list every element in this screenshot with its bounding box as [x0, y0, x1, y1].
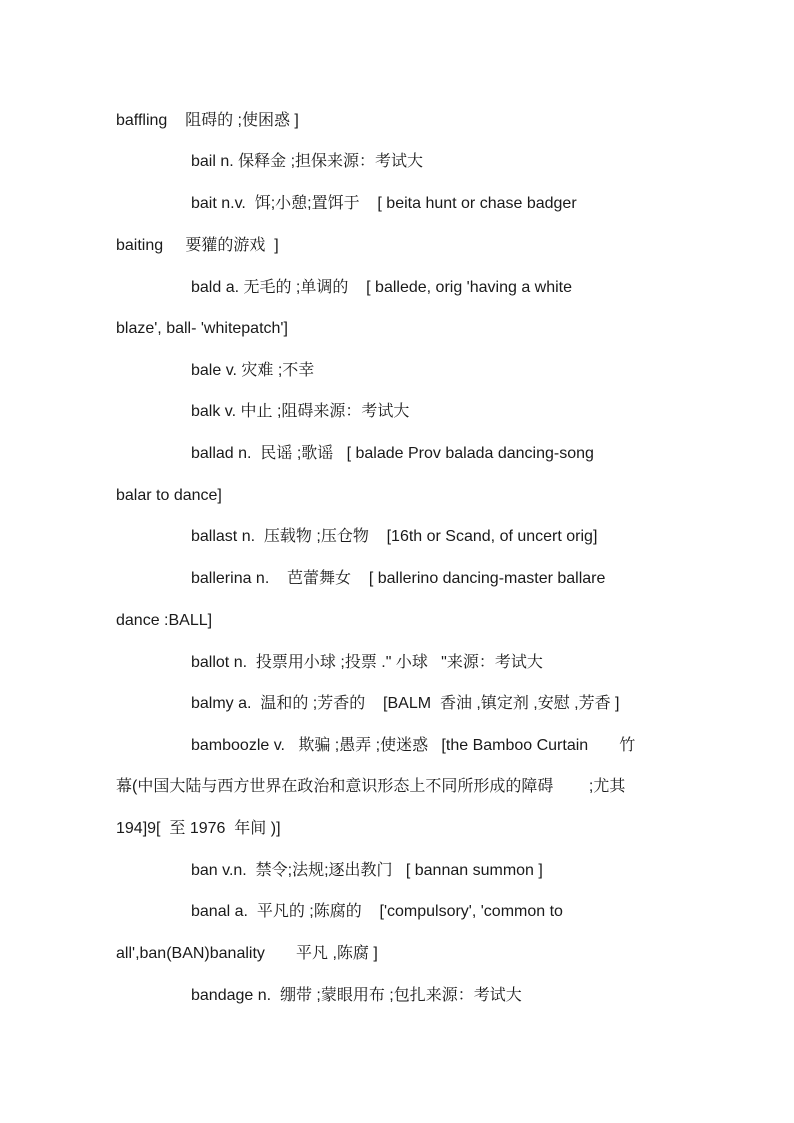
- entry-ballot: ballot n. 投票用小球 ;投票 ." 小球 "来源：考试大: [191, 654, 543, 671]
- entry-balk: balk v. 中止 ;阻碍来源：考试大: [191, 403, 410, 420]
- entry-ballerina-continued: dance :BALL]: [116, 612, 213, 629]
- entry-banal: banal a. 平凡的 ;陈腐的 ['compulsory', 'common to: [191, 903, 563, 920]
- entry-ballad-continued: balar to dance]: [116, 487, 222, 504]
- entry-bamboozle-continued-2: 194]9[ 至 1976 年间 )]: [116, 820, 281, 837]
- entry-bail: bail n. 保释金 ;担保来源：考试大: [191, 153, 424, 170]
- entry-balmy: balmy a. 温和的 ;芳香的 [BALM 香油 ,镇定剂 ,安慰 ,芳香 ]: [191, 695, 620, 712]
- entry-bait: bait n.v. 饵;小憩;置饵于 [ beita hunt or chase badger: [191, 195, 577, 212]
- entry-ballast: ballast n. 压载物 ;压仓物 [16th or Scand, of uncert orig]: [191, 528, 598, 545]
- entry-ban: ban v.n. 禁令;法规;逐出教门 [ bannan summon ]: [191, 862, 543, 879]
- entry-bald-continued: blaze', ball- 'whitepatch']: [116, 320, 288, 337]
- entry-baffling: baffling 阻碍的 ;使困惑 ]: [116, 112, 299, 129]
- entry-bandage: bandage n. 绷带 ;蒙眼用布 ;包扎来源：考试大: [191, 987, 522, 1004]
- entry-banal-continued: all',ban(BAN)banality 平凡 ,陈腐 ]: [116, 945, 378, 962]
- entry-baiting: baiting 要獾的游戏 ]: [116, 237, 279, 254]
- entry-ballad: ballad n. 民谣 ;歌谣 [ balade Prov balada dancing-song: [191, 445, 594, 462]
- entry-bamboozle-continued: 幕(中国大陆与西方世界在政治和意识形态上不同所形成的障碍 ;尤其: [116, 778, 626, 795]
- entry-bamboozle: bamboozle v. 欺骗 ;愚弄 ;使迷惑 [the Bamboo Curtain 竹: [191, 737, 636, 754]
- entry-ballerina: ballerina n. 芭蕾舞女 [ ballerino dancing-master ballare: [191, 570, 606, 587]
- entry-bald: bald a. 无毛的 ;单调的 [ ballede, orig 'having a white: [191, 279, 573, 296]
- entry-bale: bale v. 灾难 ;不幸: [191, 362, 315, 379]
